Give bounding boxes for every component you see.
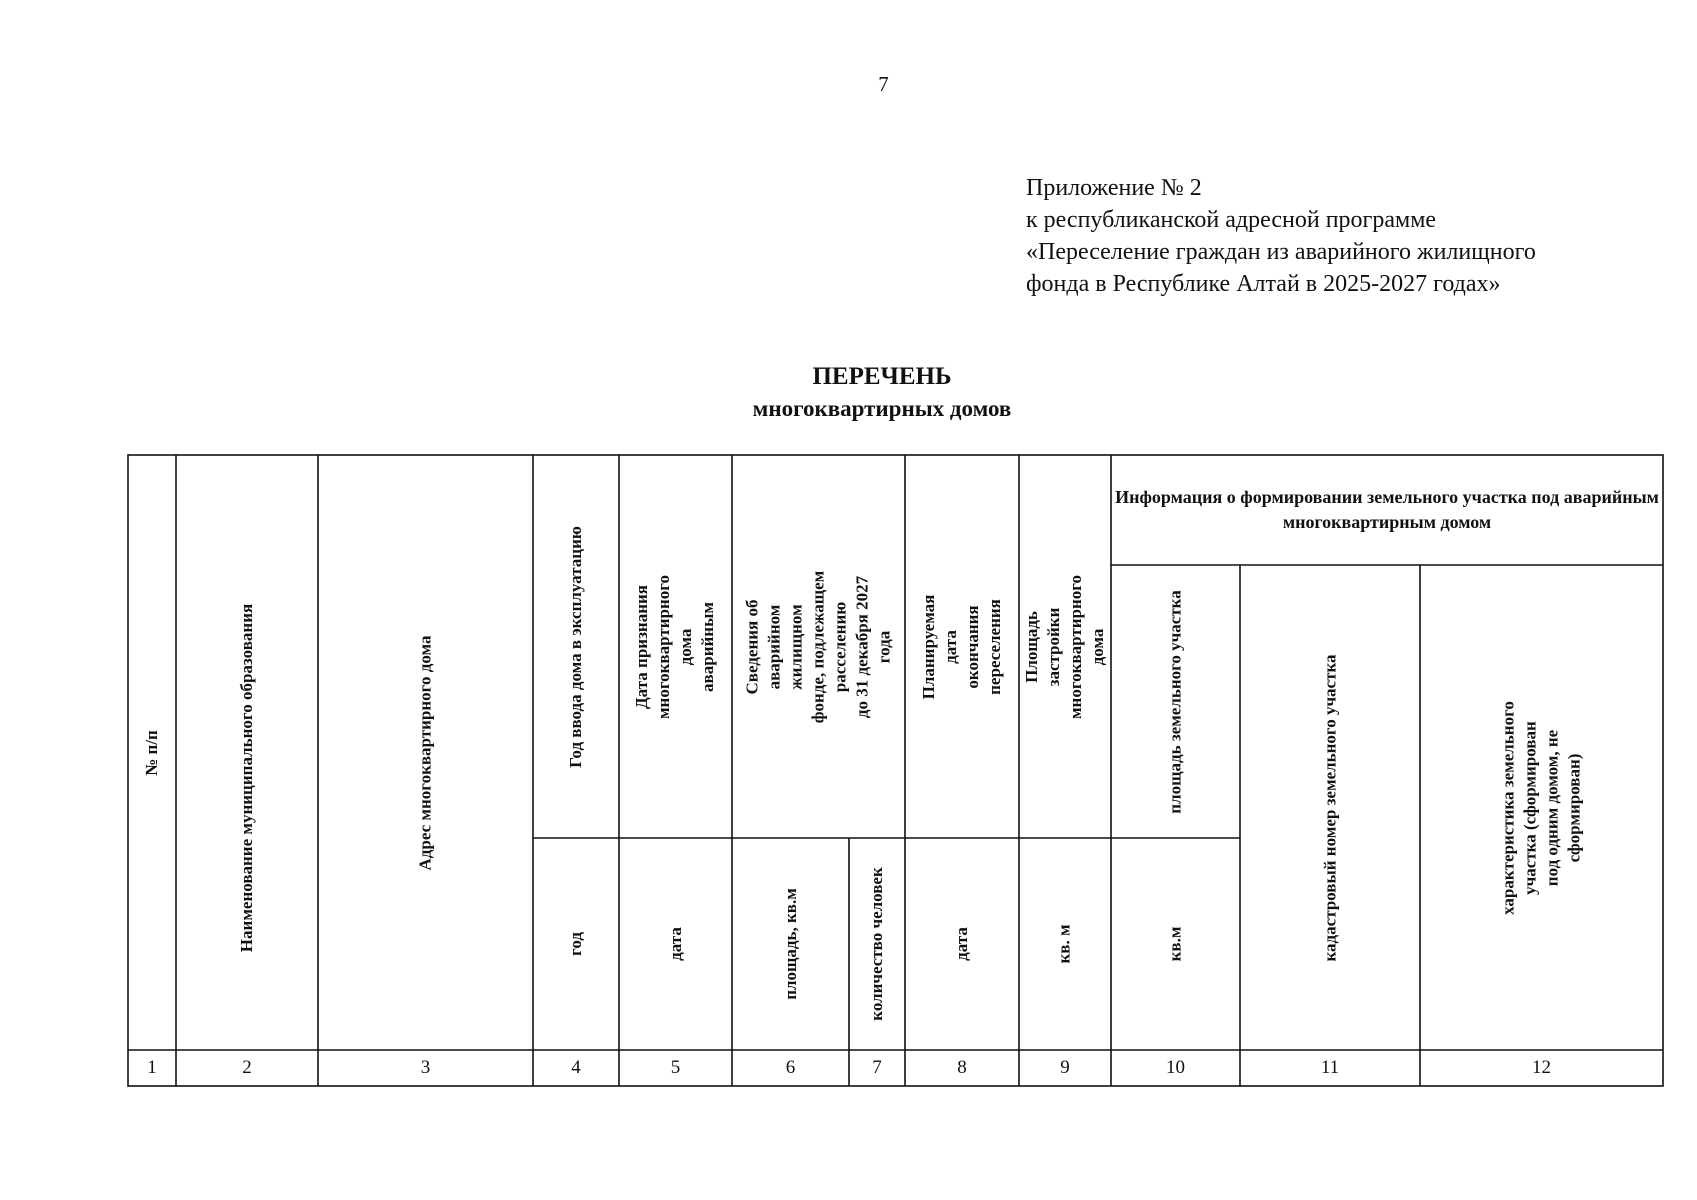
appendix-line: Приложение № 2 [1026, 175, 1202, 201]
header-number-label: № п/п [142, 729, 161, 776]
column-number: 6 [785, 1057, 796, 1078]
unit-planned-date-label: дата [952, 927, 971, 961]
header-address [318, 455, 533, 1050]
header-address-label: Адрес многоквартирного дома [415, 635, 435, 870]
appendix-line: фонда в Республике Алтай в 2025-2027 годах» [1026, 271, 1501, 297]
header-text-line: дома [1088, 628, 1107, 665]
header-planned-date-label [918, 590, 1006, 704]
header-planned-date [905, 455, 1019, 838]
unit-land-area-label: кв.м [1165, 926, 1185, 962]
header-land-characteristic-label [1498, 686, 1586, 929]
header-municipality-label: Наименование муниципального образования [237, 603, 257, 952]
header-text-line: до 31 декабря 2027 года [852, 575, 894, 718]
header-land-characteristic [1420, 565, 1663, 1050]
header-text-line: под одним домом, не сформирован) [1542, 729, 1584, 886]
appendix-block [1026, 172, 1536, 300]
column-number: 8 [957, 1057, 967, 1078]
unit-year [533, 838, 619, 1050]
header-text-line: характеристика земельного участка (сформирован [1498, 700, 1540, 915]
column-number: 4 [571, 1057, 581, 1078]
unit-land-area [1111, 838, 1240, 1050]
header-text-line: Дата признания многоквартирного дома [632, 574, 696, 719]
appendix-line: к республиканской адресной программе [1026, 207, 1437, 233]
column-number: 1 [147, 1057, 157, 1078]
unit-emergency-date [619, 838, 732, 1050]
header-emergency-fund-label [742, 560, 896, 733]
page-number: 7 [878, 72, 889, 96]
header-land-plot-group: Информация о формировании земельного участка под аварийным многоквартирным домом [1115, 487, 1659, 532]
header-building-area-label [1021, 574, 1109, 718]
column-number: 11 [1320, 1057, 1340, 1078]
document-subtitle: многоквартирных домов [752, 396, 1012, 421]
column-number: 3 [420, 1057, 431, 1078]
column-number: 10 [1166, 1057, 1185, 1078]
unit-people [849, 838, 905, 1050]
header-land-area [1111, 565, 1240, 838]
header-text-line: Сведения об аварийном жилищном [742, 599, 806, 694]
column-number: 7 [872, 1057, 882, 1078]
unit-building-area [1019, 838, 1111, 1050]
header-land-area-label: площадь земельного участка [1165, 589, 1185, 814]
header-text-line: переселения [985, 598, 1004, 695]
column-number: 9 [1060, 1057, 1070, 1078]
document-title: ПЕРЕЧЕНЬ [812, 363, 952, 390]
header-emergency-fund [732, 455, 905, 838]
header-text-line: Планируемая дата окончания [919, 594, 982, 699]
unit-area [732, 838, 849, 1050]
header-emergency-date-label [632, 574, 720, 718]
appendix-line: «Переселение граждан из аварийного жилищного [1026, 239, 1536, 265]
header-text-line: фонде, подлежащем расселению [808, 570, 850, 723]
header-municipality [176, 455, 318, 1050]
column-number: 12 [1532, 1057, 1551, 1078]
header-number [128, 455, 176, 1050]
column-number: 2 [242, 1057, 252, 1078]
unit-emergency-date-label: дата [665, 927, 685, 961]
header-cadastral-number [1240, 565, 1420, 1050]
unit-planned-date [905, 838, 1019, 1050]
unit-year-label: год [566, 932, 585, 956]
header-building-area [1019, 455, 1111, 838]
unit-area-label: площадь, кв.м [780, 888, 800, 1000]
header-cadastral-number-label: кадастровый номер земельного участка [1320, 654, 1339, 961]
header-text-line: аварийным [698, 601, 718, 692]
header-emergency-date [619, 455, 732, 838]
column-number: 5 [670, 1057, 681, 1078]
header-text-line: Площадь застройки многоквартирного [1022, 574, 1085, 719]
header-year-label: Год ввода дома в эксплуатацию [566, 525, 585, 768]
unit-building-area-label: кв. м [1055, 924, 1074, 964]
unit-people-label: количество человек [867, 867, 886, 1021]
header-year [533, 455, 619, 838]
